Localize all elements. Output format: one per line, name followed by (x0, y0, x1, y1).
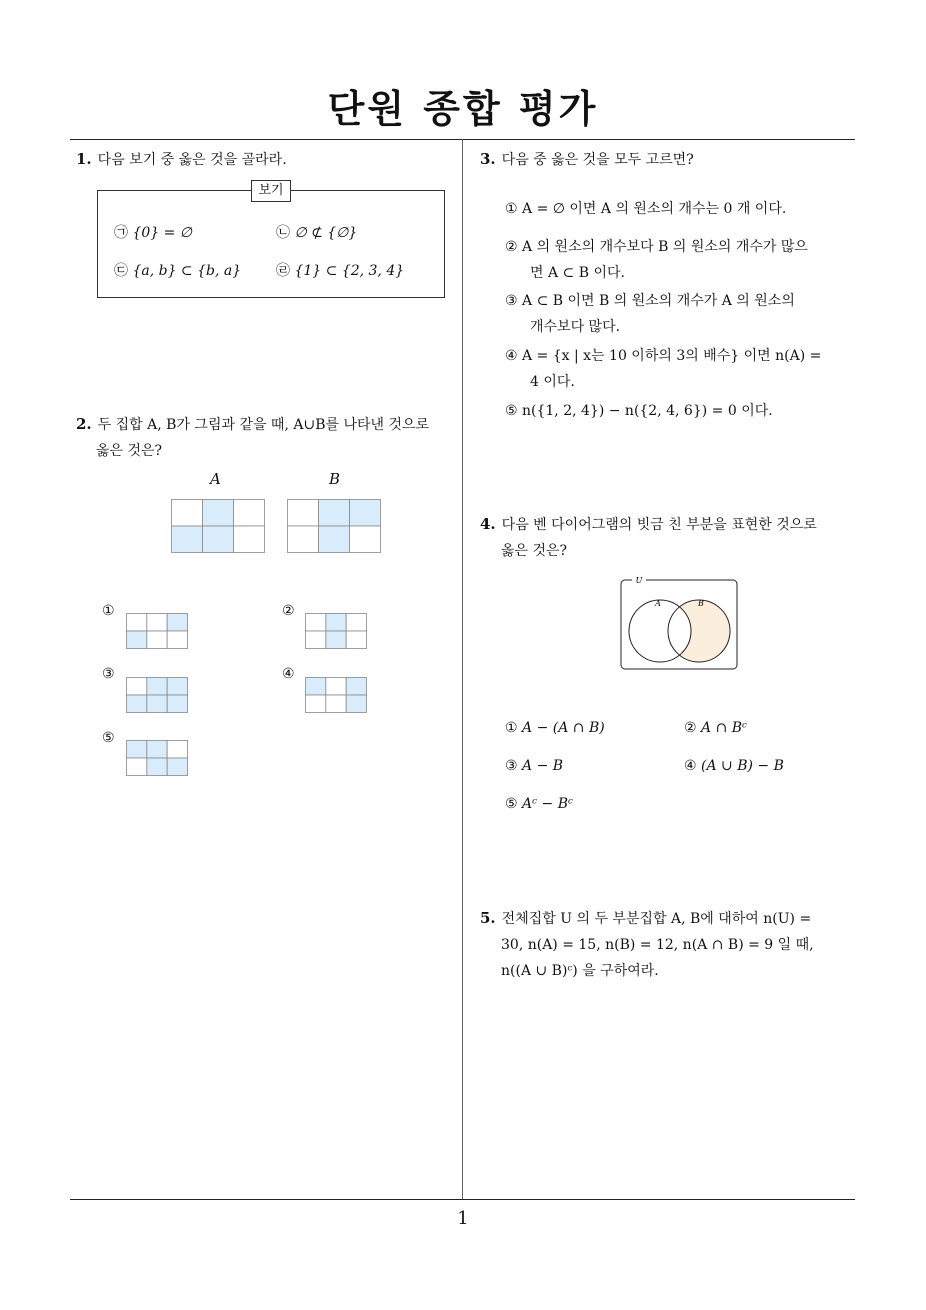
option-mark: ② (282, 603, 295, 619)
option-2-cell (346, 631, 366, 649)
set-a-grid (171, 499, 265, 553)
question-text: 다음 중 옳은 것을 모두 고르면? (501, 152, 694, 168)
venn-universe-label: U (635, 576, 643, 585)
option-4-cell (346, 678, 366, 696)
option-1-cell (147, 614, 167, 632)
option-2-grid (305, 613, 367, 649)
question-number: 4. (480, 515, 496, 533)
option: ④ (A ∪ B) − B (684, 758, 784, 774)
option-4-grid (305, 677, 367, 713)
set-a-cell (172, 500, 203, 527)
option-3-grid (126, 677, 188, 713)
option-3-cell (127, 678, 147, 696)
bogi-label: 보기 (251, 180, 291, 202)
option-3-cell (167, 695, 187, 713)
option-2-cell (326, 614, 346, 632)
set-b-cell (319, 500, 350, 527)
question-5 (480, 905, 860, 984)
bogi-item: ㉡ ∅ ⊄ {∅} (276, 225, 358, 241)
set-a-cell (203, 500, 234, 527)
option-5-cell (127, 758, 147, 776)
question-text: 옳은 것은? (96, 443, 163, 459)
page-title: 단원 종합 평가 (327, 87, 599, 131)
option: ③ A − B (505, 758, 564, 774)
question-text: 30, n(A) = 15, n(B) = 12, n(A ∩ B) = 9 일 때, (501, 937, 814, 953)
option-1-cell (167, 631, 187, 649)
set-a-cell (234, 526, 265, 553)
venn-label-b: B (698, 599, 704, 608)
set-b-grid (287, 499, 381, 553)
option-1-cell (127, 614, 147, 632)
option: ⑤ Aᶜ − Bᶜ (505, 796, 573, 812)
option-1-cell (167, 614, 187, 632)
option: ① A = ∅ 이면 A 의 원소의 개수는 0 개 이다. (505, 201, 787, 217)
set-b-cell (288, 500, 319, 527)
option: ④ A = {x | x는 10 이하의 3의 배수} 이면 n(A) = 4 이다. (505, 348, 822, 390)
question-1 (76, 146, 287, 173)
question-text: 다음 벤 다이어그램의 빗금 친 부분을 표현한 것으로 (501, 517, 817, 533)
bogi-item: ㉢ {a, b} ⊂ {b, a} (114, 263, 242, 279)
set-b-cell (288, 526, 319, 553)
question-text: 옳은 것은? (501, 543, 568, 559)
set-a-cell (203, 526, 234, 553)
bogi-item: ㉣ {1} ⊂ {2, 3, 4} (276, 263, 405, 279)
option-2-cell (306, 631, 326, 649)
option-3-cell (147, 695, 167, 713)
set-b-cell (350, 500, 381, 527)
option: ② A 의 원소의 개수보다 B 의 원소의 개수가 많으 면 A ⊂ B 이다. (505, 239, 808, 281)
question-3 (480, 146, 694, 173)
option-2-cell (346, 614, 366, 632)
set-a-cell (234, 500, 265, 527)
option-3-cell (127, 695, 147, 713)
question-4 (480, 511, 860, 564)
set-b-label: B (329, 470, 341, 488)
question-number: 5. (480, 909, 496, 927)
option-4-cell (306, 678, 326, 696)
question-text: 두 집합 A, B가 그림과 같을 때, A∪B를 나타낸 것으로 (97, 417, 430, 433)
option-mark: ④ (282, 666, 295, 682)
set-a-label: A (210, 470, 221, 488)
set-b-cell (319, 526, 350, 553)
bogi-item: ㉠ {0} = ∅ (114, 225, 193, 241)
option-5-cell (167, 758, 187, 776)
question-number: 1. (76, 150, 92, 168)
bottom-rule (70, 1199, 855, 1200)
set-a-cell (172, 526, 203, 553)
option-1-grid (126, 613, 188, 649)
question-text: n((A ∪ B)ᶜ) 을 구하여라. (501, 963, 659, 979)
question-2 (76, 411, 460, 464)
venn-diagram (618, 574, 740, 672)
option-mark: ⑤ (102, 730, 115, 746)
option: ① A − (A ∩ B) (505, 720, 605, 736)
venn-label-a: A (655, 599, 661, 608)
option-5-cell (147, 758, 167, 776)
set-b-cell (350, 526, 381, 553)
question-number: 3. (480, 150, 496, 168)
option-4-cell (306, 695, 326, 713)
option-5-cell (127, 741, 147, 759)
option-2-cell (326, 631, 346, 649)
question-number: 2. (76, 415, 92, 433)
option-4-cell (346, 695, 366, 713)
option-mark: ③ (102, 666, 115, 682)
page-number: 1 (457, 1208, 469, 1229)
question-text: 전체집합 U 의 두 부분집합 A, B에 대하여 n(U) = (501, 911, 812, 927)
option-3-cell (167, 678, 187, 696)
column-divider (462, 139, 463, 1200)
option-4-cell (326, 678, 346, 696)
question-text: 다음 보기 중 옳은 것을 골라라. (97, 152, 287, 168)
option-2-cell (306, 614, 326, 632)
option: ③ A ⊂ B 이면 B 의 원소의 개수가 A 의 원소의 개수보다 많다. (505, 293, 795, 335)
option-mark: ① (102, 603, 115, 619)
option-1-cell (127, 631, 147, 649)
option: ⑤ n({1, 2, 4}) − n({2, 4, 6}) = 0 이다. (505, 403, 773, 419)
option-3-cell (147, 678, 167, 696)
option-1-cell (147, 631, 167, 649)
option: ② A ∩ Bᶜ (684, 720, 747, 736)
option-4-cell (326, 695, 346, 713)
option-5-grid (126, 740, 188, 776)
option-5-cell (147, 741, 167, 759)
option-5-cell (167, 741, 187, 759)
